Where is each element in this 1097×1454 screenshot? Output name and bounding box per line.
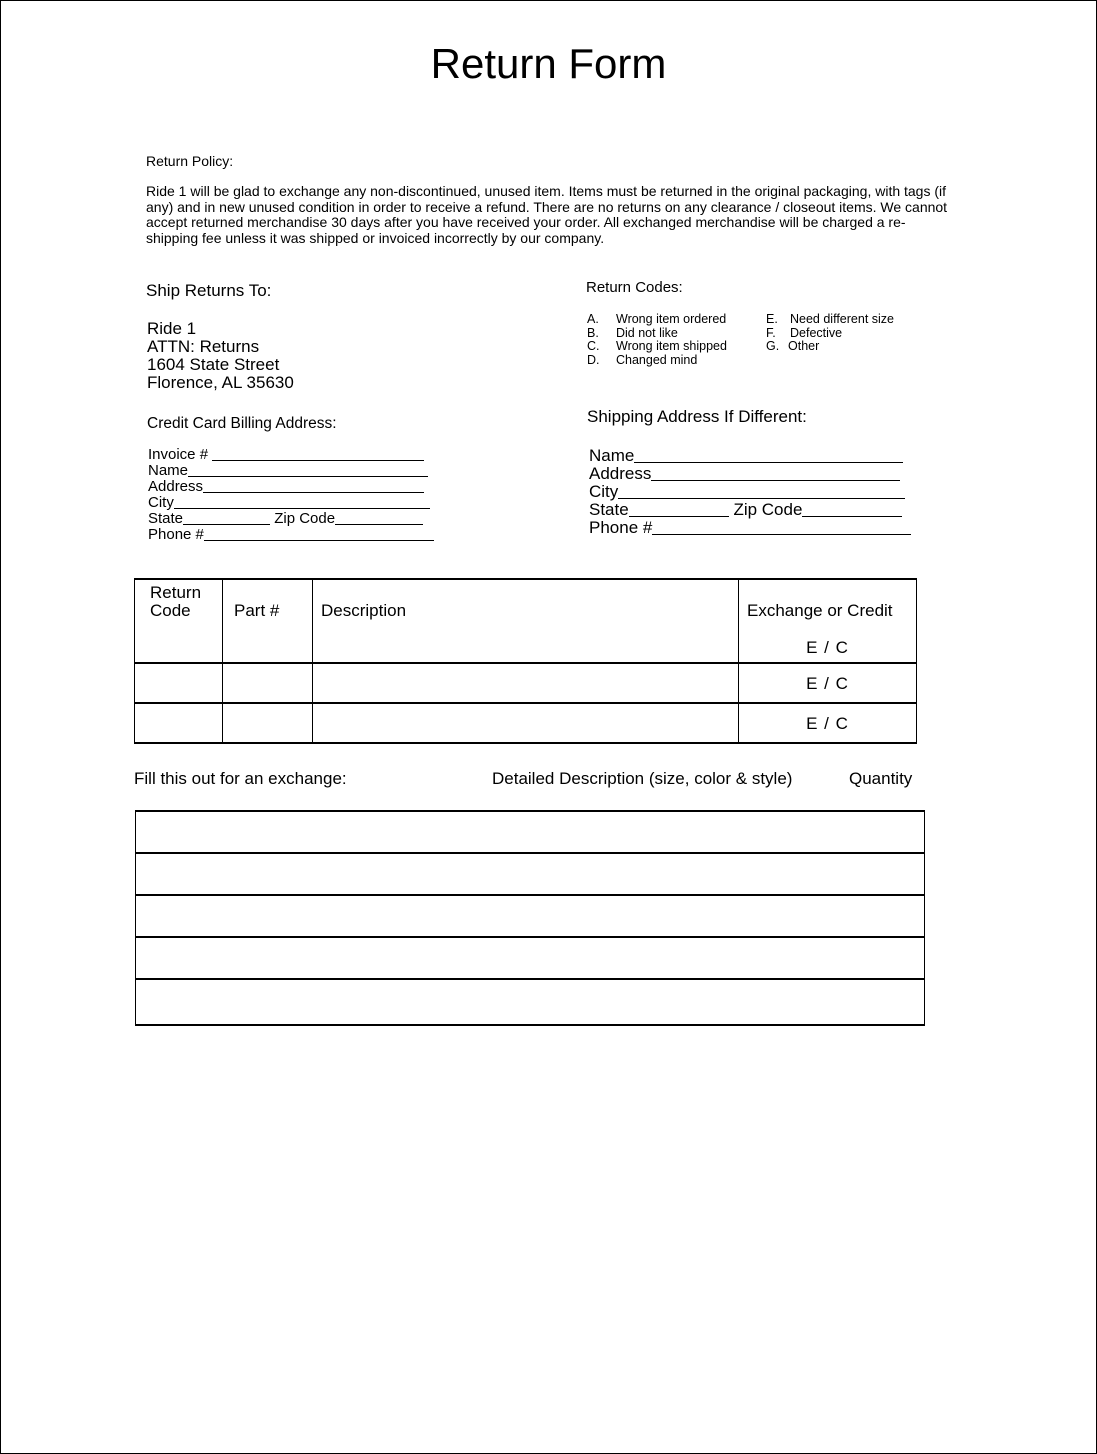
return-code-a: A. Wrong item ordered xyxy=(587,312,727,326)
return-codes-left xyxy=(587,313,727,367)
exchange-row[interactable] xyxy=(136,854,924,896)
policy-heading: Return Policy: xyxy=(146,153,234,169)
exchange-detail-label: Detailed Description (size, color & style) xyxy=(492,769,793,788)
exchange-row[interactable] xyxy=(136,812,924,854)
table-row xyxy=(135,703,917,743)
billing-name-field[interactable]: Name xyxy=(148,463,434,479)
ec-option[interactable]: E / C xyxy=(806,638,849,657)
cell-exchange-credit[interactable] xyxy=(739,703,917,743)
ec-option[interactable]: E / C xyxy=(806,714,849,733)
shipping-heading: Shipping Address If Different: xyxy=(587,407,807,426)
col-description: Description xyxy=(313,579,739,663)
ship-to-line: 1604 State Street xyxy=(147,355,280,374)
billing-invoice-field[interactable]: Invoice # xyxy=(148,447,434,463)
cell-part[interactable] xyxy=(223,703,313,743)
ship-to-heading: Ship Returns To: xyxy=(146,281,272,300)
return-table-header xyxy=(135,579,917,663)
return-code-d: D. Changed mind xyxy=(587,352,698,367)
page-title: Return Form xyxy=(430,40,667,87)
cell-return-code[interactable] xyxy=(135,663,223,703)
cell-exchange-credit[interactable] xyxy=(739,663,917,703)
return-code-f: F. Defective xyxy=(766,325,843,340)
return-code-b: B. Did not like xyxy=(587,325,678,340)
shipping-address-field[interactable]: Address xyxy=(589,465,911,483)
return-code-g: G. Other xyxy=(766,339,820,353)
ship-to-line: Florence, AL 35630 xyxy=(147,373,294,392)
billing-address-field[interactable]: Address xyxy=(148,479,434,495)
return-items-table xyxy=(134,578,917,744)
shipping-name-field[interactable]: Name xyxy=(589,447,911,465)
cell-return-code[interactable] xyxy=(135,703,223,743)
return-codes-right xyxy=(766,313,894,354)
billing-state-zip-field[interactable]: State Zip Code xyxy=(148,511,434,527)
table-row xyxy=(135,663,917,703)
shipping-phone-field[interactable]: Phone # xyxy=(589,519,911,537)
exchange-fill-label: Fill this out for an exchange: xyxy=(134,769,347,788)
return-code-e: E. Need different size xyxy=(766,312,894,326)
cell-description[interactable] xyxy=(313,663,739,703)
cell-description[interactable] xyxy=(313,703,739,743)
exchange-row[interactable] xyxy=(136,938,924,980)
shipping-city-field[interactable]: City xyxy=(589,483,911,501)
col-part: Part # xyxy=(223,579,313,663)
billing-heading: Credit Card Billing Address: xyxy=(147,415,337,432)
shipping-form xyxy=(589,447,911,537)
return-codes-heading: Return Codes: xyxy=(586,279,683,296)
billing-phone-field[interactable]: Phone # xyxy=(148,527,434,543)
ship-to-line: Ride 1 xyxy=(147,319,197,338)
billing-city-field[interactable]: City xyxy=(148,495,434,511)
exchange-grid xyxy=(135,810,925,1026)
exchange-row[interactable] xyxy=(136,896,924,938)
ship-to-address xyxy=(147,320,294,392)
exchange-quantity-label: Quantity xyxy=(849,769,913,788)
cell-part[interactable] xyxy=(223,663,313,703)
ec-option[interactable]: E / C xyxy=(806,674,849,693)
return-code-c: C. Wrong item shipped xyxy=(587,339,727,353)
col-exchange-credit: Exchange or Credit E / C xyxy=(739,579,917,663)
col-return-code: Return Code xyxy=(135,579,223,663)
policy-text: Ride 1 will be glad to exchange any non-discontinued, unused item. Items must be returned in the original packaging, with tags (if any) and in new unused condition in order to receive a refund. There are no returns on any clearance / closeout items. We cannot accept returned merchandise 30 days after you have received your order. All exchanged merchandise will be charged a re-shipping fee unless it was shipped or invoiced incorrectly by our company. xyxy=(146,183,948,246)
billing-form xyxy=(148,447,434,543)
shipping-state-zip-field[interactable]: State Zip Code xyxy=(589,501,911,519)
exchange-row[interactable] xyxy=(136,980,924,1024)
ship-to-line: ATTN: Returns xyxy=(147,337,260,356)
